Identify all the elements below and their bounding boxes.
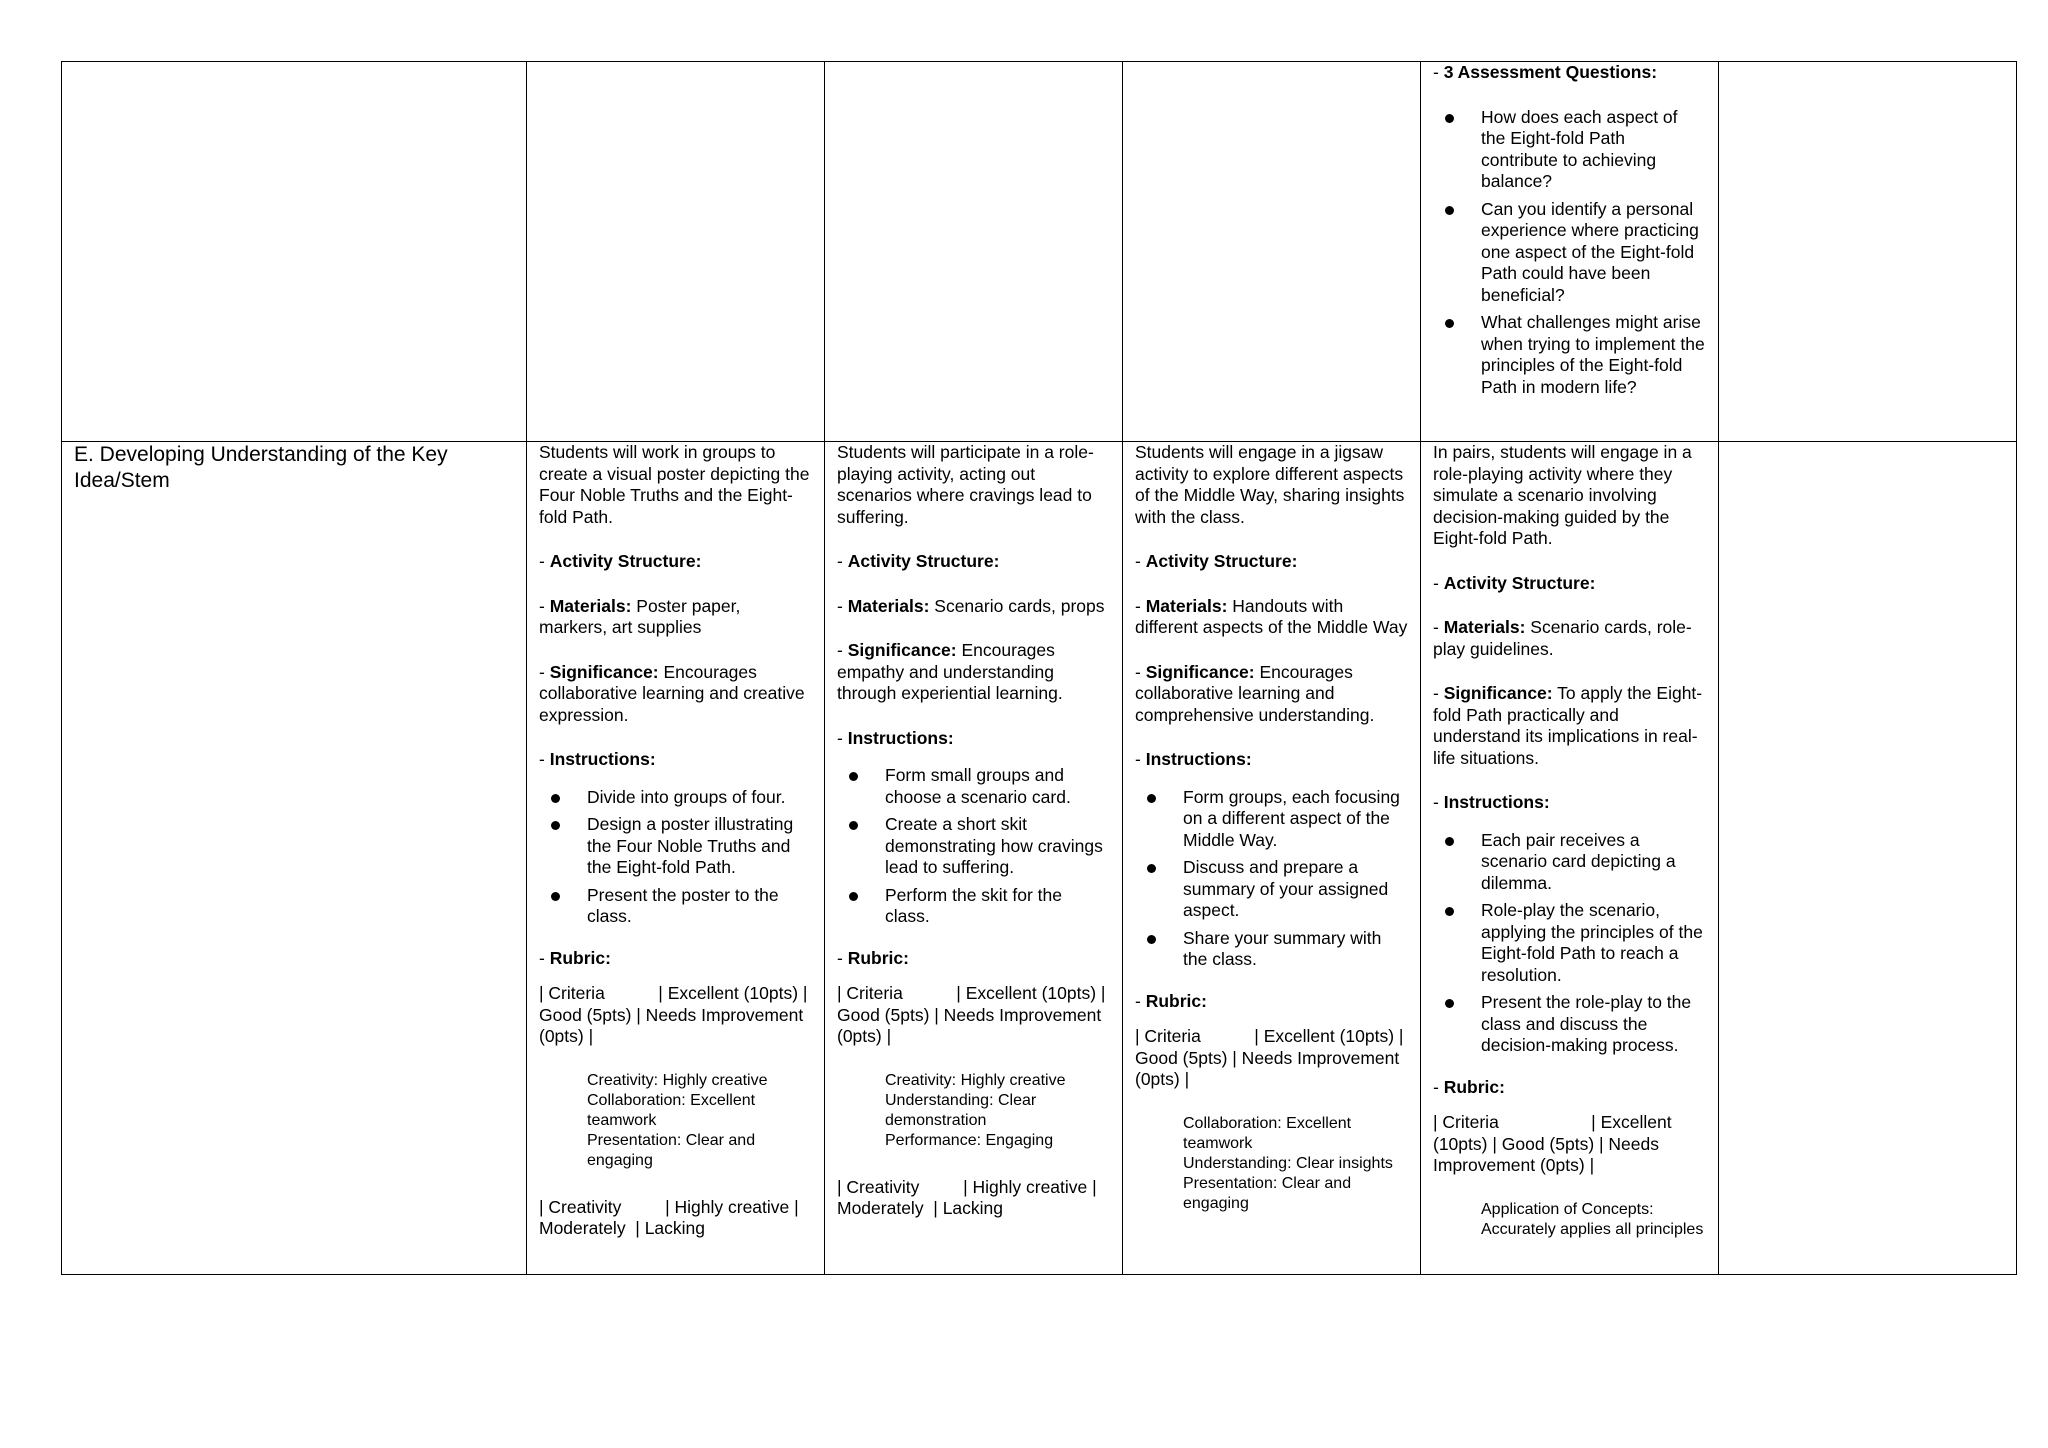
list-item: Discuss and prepare a summary of your assigned aspect. <box>1135 857 1408 922</box>
bullet-icon <box>1445 907 1454 916</box>
activity-intro: Students will engage in a jigsaw activity to explore different aspects of the Middle Way, sharing insights with the class. <box>1135 442 1405 527</box>
list-item: Can you identify a personal experience where practicing one aspect of the Eight-fold Path could have been beneficial? <box>1433 199 1706 307</box>
activity-structure-heading: - Activity Structure: <box>837 551 1000 571</box>
table-cell-empty <box>825 62 1123 442</box>
activity-intro: Students will work in groups to create a visual poster depicting the Four Noble Truths and the Eight-fold Path. <box>539 442 810 527</box>
list-item: Role-play the scenario, applying the principles of the Eight-fold Path to reach a resolution. <box>1433 900 1706 986</box>
instructions-heading: - Instructions: <box>837 727 954 748</box>
list-item: Collaboration: Excellent teamwork <box>587 1091 756 1129</box>
list-item: How does each aspect of the Eight-fold Path contribute to achieving balance? <box>1433 107 1706 193</box>
activity-cell <box>1123 442 1421 1275</box>
activity-intro: In pairs, students will engage in a role-playing activity where they simulate a scenario involving decision-making guided by the Eight-fold Path. <box>1433 442 1692 548</box>
materials-line: - Materials: Handouts with different aspects of the Middle Way <box>1135 595 1408 637</box>
list-item: Present the poster to the class. <box>539 885 812 928</box>
table-cell-empty <box>527 62 825 442</box>
bullet-icon <box>1445 999 1454 1008</box>
bullet-icon <box>849 892 858 901</box>
table-cell-empty <box>1123 62 1421 442</box>
list-item: Understanding: Clear insights <box>1183 1154 1393 1172</box>
stem-cell <box>62 442 527 1275</box>
bullet-icon <box>1445 319 1454 328</box>
bullet-icon <box>551 892 560 901</box>
significance-line: - Significance: To apply the Eight-fold Path practically and understand its implications in real-life situations. <box>1433 683 1703 768</box>
rubric-items <box>587 1071 812 1171</box>
list-item: Creativity: Highly creative <box>885 1071 1066 1089</box>
stem-label: E. Developing Understanding of the Key Idea/Stem <box>74 443 448 492</box>
instructions-list <box>539 787 812 928</box>
instructions-heading: - Instructions: <box>1433 792 1550 812</box>
list-item: Design a poster illustrating the Four Noble Truths and the Eight-fold Path. <box>539 814 812 879</box>
table-cell-empty <box>1719 62 2017 442</box>
rubric-heading: - Rubric: <box>1433 1076 1505 1097</box>
activity-structure-heading: - Activity Structure: <box>539 551 702 571</box>
bullet-icon <box>1445 837 1454 846</box>
bullet-icon <box>1445 114 1454 123</box>
list-item: Presentation: Clear and engaging <box>587 1131 756 1169</box>
rubric-header: | Criteria | Excellent (10pts) | Good (5pts) | Needs Improvement (0pts) | <box>837 983 1111 1046</box>
list-item: Share your summary with the class. <box>1135 928 1408 971</box>
table-cell-empty <box>62 62 527 442</box>
table-cell-empty <box>1719 442 2017 1275</box>
bullet-icon <box>1147 794 1156 803</box>
rubric-items <box>885 1071 1110 1151</box>
rubric-items <box>1481 1200 1706 1240</box>
activity-structure-heading: - Activity Structure: <box>1135 551 1298 571</box>
bullet-icon <box>1445 206 1454 215</box>
table-row <box>62 62 2017 442</box>
bullet-icon <box>1147 864 1156 873</box>
activity-cell <box>1421 442 1719 1275</box>
rubric-heading: - Rubric: <box>539 947 611 968</box>
list-item: Each pair receives a scenario card depicting a dilemma. <box>1433 830 1706 895</box>
rubric-items <box>1183 1114 1408 1214</box>
instructions-list <box>1135 787 1408 971</box>
instructions-list <box>1433 830 1706 1057</box>
materials-line: - Materials: Scenario cards, props <box>837 595 1105 616</box>
list-item: Performance: Engaging <box>885 1131 1054 1149</box>
list-item: Understanding: Clear demonstration <box>885 1091 1037 1129</box>
rubric-heading: - Rubric: <box>837 947 909 968</box>
list-item: Form small groups and choose a scenario card. <box>837 765 1110 808</box>
activity-cell <box>825 442 1123 1275</box>
bullet-icon <box>849 772 858 781</box>
assessment-questions <box>1433 107 1706 399</box>
significance-line: - Significance: Encourages collaborative learning and creative expression. <box>539 661 805 725</box>
bullet-icon <box>551 794 560 803</box>
materials-line: - Materials: Poster paper, markers, art supplies <box>539 595 741 637</box>
assessment-cell <box>1421 62 1719 442</box>
rubric-row: | Creativity | Highly creative | Moderately | Lacking <box>837 1176 1102 1218</box>
table-row <box>62 442 2017 1275</box>
list-item: Application of Concepts: Accurately applies all principles <box>1481 1200 1704 1238</box>
significance-line: - Significance: Encourages empathy and understanding through experiential learning. <box>837 640 1063 703</box>
instructions-heading: - Instructions: <box>539 749 656 769</box>
significance-line: - Significance: Encourages collaborative learning and comprehensive understanding. <box>1135 661 1375 725</box>
bullet-icon <box>849 821 858 830</box>
activity-structure-heading: - Activity Structure: <box>1433 572 1596 593</box>
rubric-heading: - Rubric: <box>1135 990 1207 1011</box>
rubric-row: | Creativity | Highly creative | Moderately | Lacking <box>539 1196 804 1238</box>
assessment-title: - 3 Assessment Questions: <box>1433 62 1658 82</box>
bullet-icon <box>551 821 560 830</box>
list-item: Present the role-play to the class and discuss the decision-making process. <box>1433 992 1706 1057</box>
activity-intro: Students will participate in a role-playing activity, acting out scenarios where cravings lead to suffering. <box>837 442 1094 527</box>
rubric-header: | Criteria | Excellent (10pts) | Good (5pts) | Needs Improvement (0pts) | <box>1135 1026 1409 1089</box>
list-item: Presentation: Clear and engaging <box>1183 1174 1352 1212</box>
instructions-list <box>837 765 1110 928</box>
list-item: What challenges might arise when trying to implement the principles of the Eight-fold Path in modern life? <box>1433 312 1706 398</box>
lesson-plan-table <box>61 61 2017 1275</box>
list-item: Divide into groups of four. <box>539 787 812 809</box>
rubric-header: | Criteria | Excellent (10pts) | Good (5pts) | Needs Improvement (0pts) | <box>539 983 813 1046</box>
list-item: Collaboration: Excellent teamwork <box>1183 1114 1352 1152</box>
bullet-icon <box>1147 935 1156 944</box>
activity-cell <box>527 442 825 1275</box>
rubric-header: | Criteria | Excellent (10pts) | Good (5pts) | Needs Improvement (0pts) | <box>1433 1112 1677 1175</box>
list-item: Creativity: Highly creative <box>587 1071 768 1089</box>
materials-line: - Materials: Scenario cards, role-play guidelines. <box>1433 617 1692 659</box>
list-item: Form groups, each focusing on a different aspect of the Middle Way. <box>1135 787 1408 852</box>
list-item: Perform the skit for the class. <box>837 885 1110 928</box>
instructions-heading: - Instructions: <box>1135 749 1252 769</box>
list-item: Create a short skit demonstrating how cravings lead to suffering. <box>837 814 1110 879</box>
